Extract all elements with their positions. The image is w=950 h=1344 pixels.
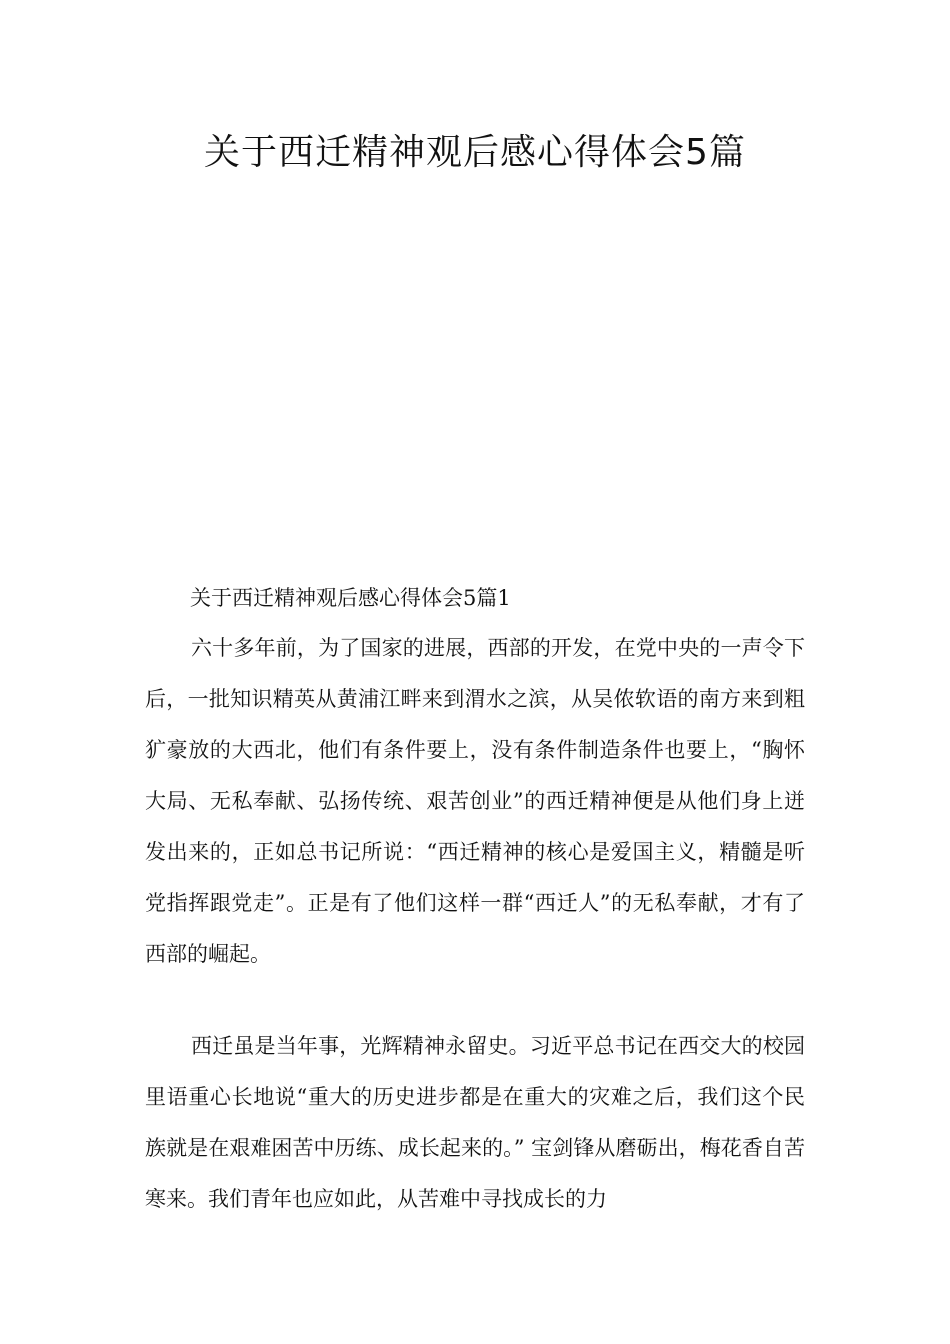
- body-paragraph-2: 西迁虽是当年事，光辉精神永留史。习近平总书记在西交大的校园里语重心长地说“重大的历史进步都是在重大的灾难之后，我们这个民族就是在艰难困苦中历练、成长起来的。” 宝剑锋从磨砺出，梅花香自苦寒来。我们青年也应如此，从苦难中寻找成长的力: [145, 1034, 805, 1211]
- section-heading: 关于西迁精神观后感心得体会5篇1: [190, 586, 511, 610]
- body-paragraph-1: 六十多年前，为了国家的进展，西部的开发，在党中央的一声令下后，一批知识精英从黄浦江畔来到渭水之滨，从吴侬软语的南方来到粗犷豪放的大西北，他们有条件要上，没有条件制造条件也要上，“胸怀大局、无私奉献、弘扬传统、艰苦创业”的西迁精神便是从他们身上迸发出来的，正如总书记所说：“西迁精神的核心是爱国主义，精髓是听党指挥跟党走”。正是有了他们这样一群“西迁人”的无私奉献，才有了西部的崛起。: [145, 636, 805, 966]
- document-title: 关于西迁精神观后感心得体会5篇: [204, 132, 746, 173]
